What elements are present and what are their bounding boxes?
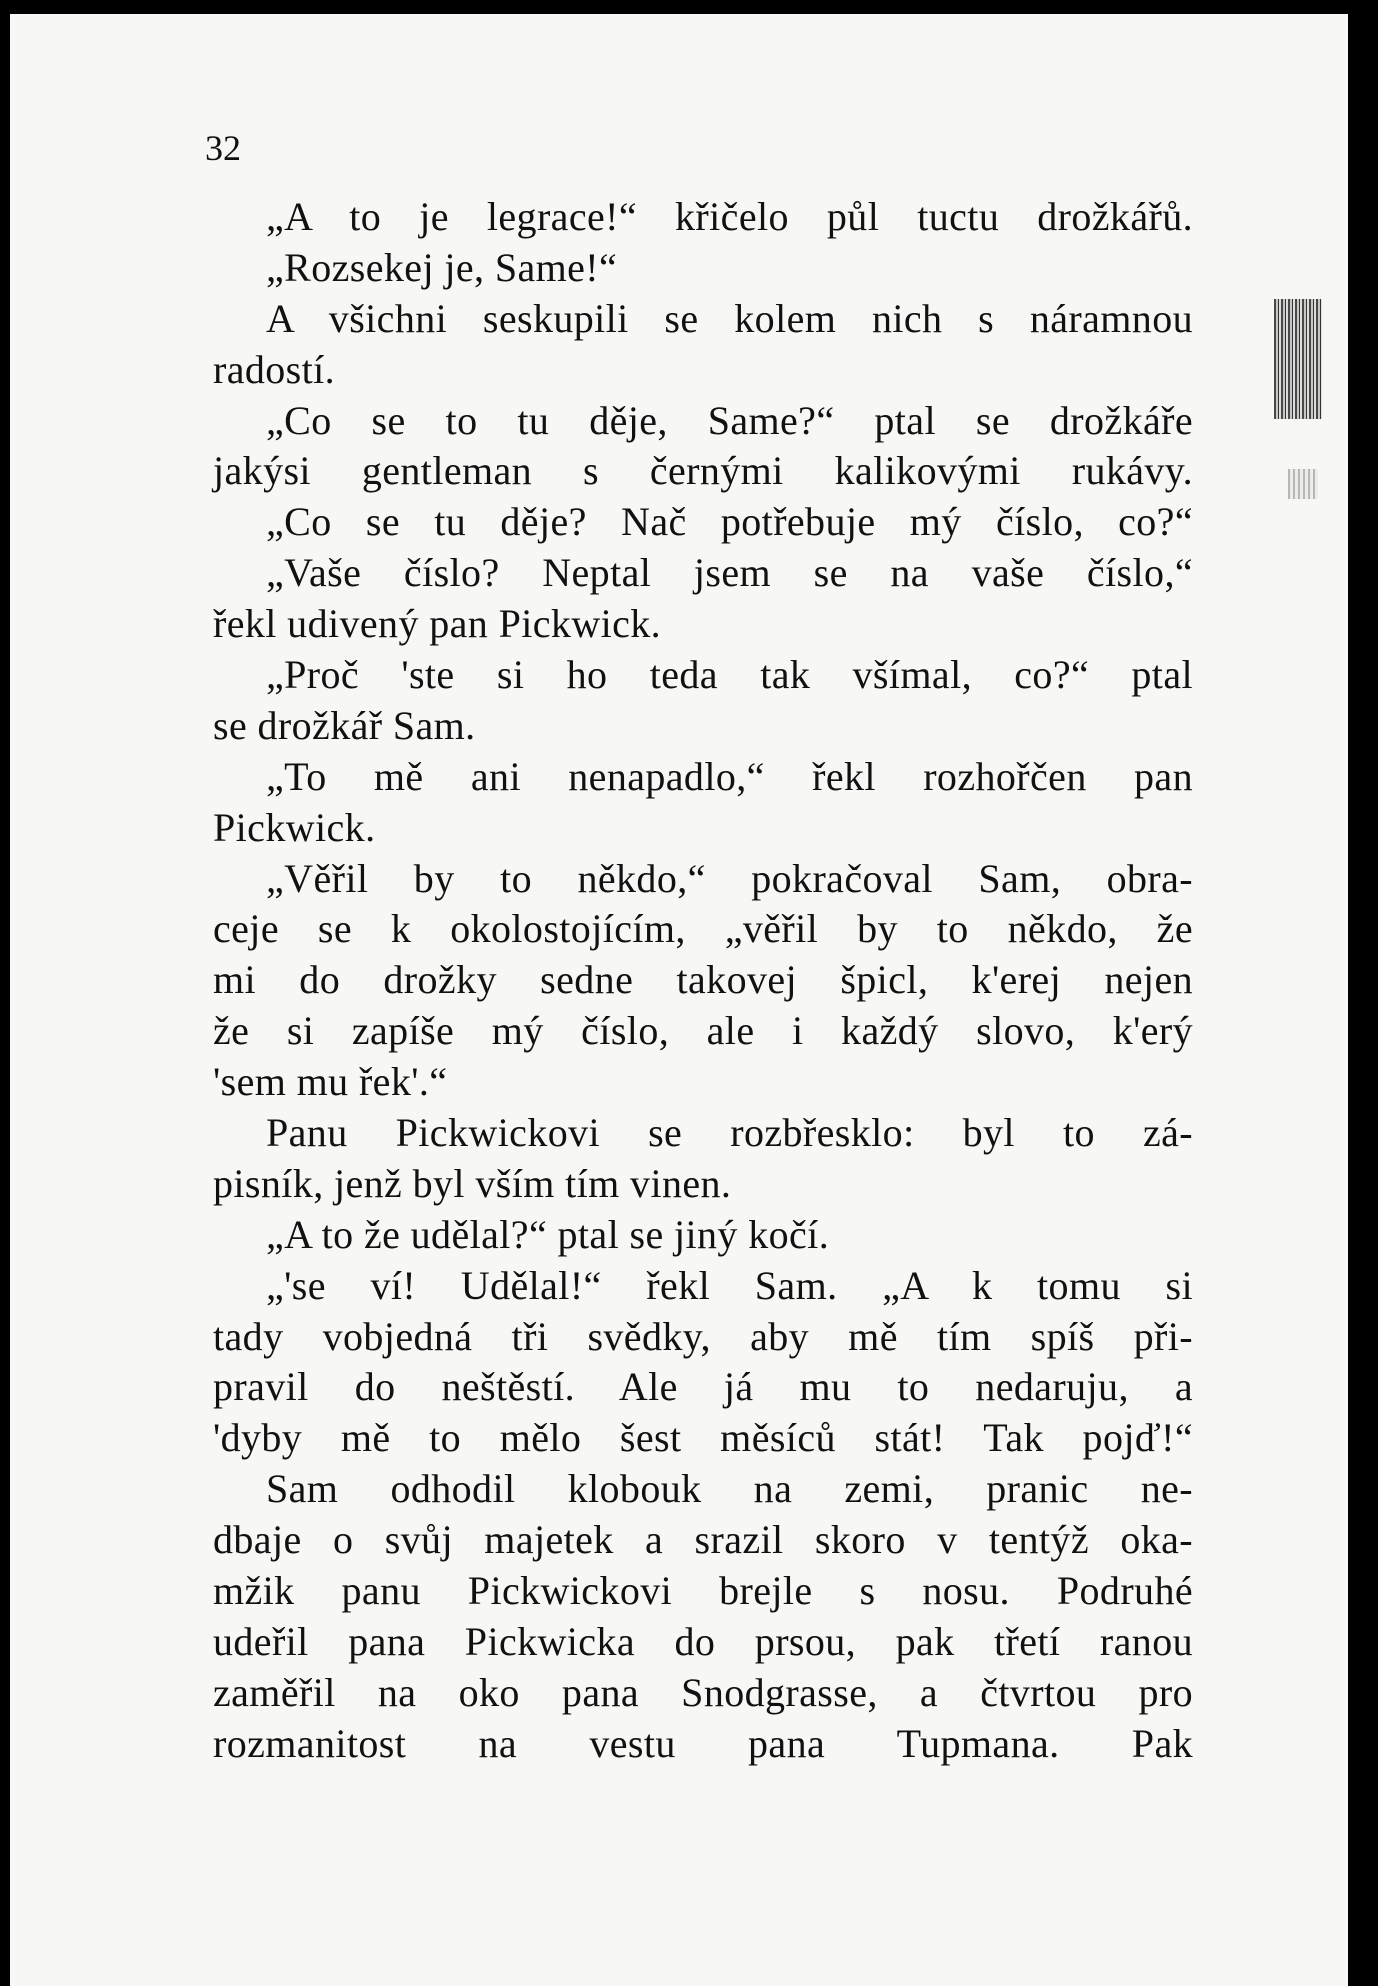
text-line: 'sem mu řek'.“ [213, 1059, 448, 1105]
scan-edge-artifact-small [1288, 469, 1318, 499]
scan-edge-artifact [1274, 299, 1322, 419]
page-text [213, 192, 1193, 1770]
text-line: pisník, jenž byl vším tím vinen. [213, 1160, 732, 1206]
text-line: dbaje o svůj majetek a srazil skoro v tentýž oka- [213, 1517, 1193, 1563]
text-line: Sam odhodil klobouk na zemi, pranic ne- [266, 1466, 1193, 1512]
text-line: rozmanitost na vestu pana Tupmana. Pak [213, 1720, 1193, 1766]
text-line: „Co se to tu děje, Same?“ ptal se drožkáře [266, 397, 1193, 443]
text-line: A všichni seskupili se kolem nich s náramnou [266, 295, 1193, 341]
text-line: „Věřil by to někdo,“ pokračoval Sam, obra- [266, 855, 1193, 901]
text-line: se drožkář Sam. [213, 702, 476, 748]
text-line: jakýsi gentleman s černými kalikovými rukávy. [213, 448, 1193, 494]
text-line: „To mě ani nenapadlo,“ řekl rozhořčen pan [266, 753, 1193, 799]
text-line: řekl udivený pan Pickwick. [213, 601, 662, 647]
text-line: „Vaše číslo? Neptal jsem se na vaše číslo,“ [266, 550, 1193, 596]
book-page [10, 14, 1348, 1986]
text-line: radostí. [213, 346, 336, 392]
text-line: „A to že udělal?“ ptal se jiný kočí. [266, 1211, 830, 1257]
text-line: pravil do neštěstí. Ale já mu to nedaruju, a [213, 1364, 1193, 1410]
text-line: udeřil pana Pickwicka do prsou, pak třetí ranou [213, 1618, 1193, 1664]
text-line: „Rozsekej je, Same!“ [266, 244, 618, 290]
text-line: mi do drožky sedne takovej špicl, k'erej nejen [213, 957, 1193, 1003]
text-line: Pickwick. [213, 804, 376, 850]
text-line: „A to je legrace!“ křičelo půl tuctu drožkářů. [266, 194, 1193, 239]
text-line: „Proč 'ste si ho teda tak všímal, co?“ ptal [266, 652, 1193, 698]
text-line: Panu Pickwickovi se rozbřesklo: byl to zá- [266, 1110, 1193, 1156]
text-line: „Co se tu děje? Nač potřebuje mý číslo, co?“ [266, 499, 1193, 545]
text-line: ceje se k okolostojícím, „věřil by to někdo, že [213, 906, 1193, 952]
text-line: „'se ví! Udělal!“ řekl Sam. „A k tomu si [266, 1262, 1193, 1308]
text-line: tady vobjedná tři svědky, aby mě tím spíš při- [213, 1313, 1193, 1359]
text-line: zaměřil na oko pana Snodgrasse, a čtvrtou pro [213, 1669, 1193, 1715]
scan-right-border [1356, 0, 1378, 1986]
text-line: mžik panu Pickwickovi brejle s nosu. Podruhé [213, 1568, 1193, 1614]
text-line: 'dyby mě to mělo šest měsíců stát! Tak pojď!“ [213, 1415, 1193, 1461]
text-line: že si zapíše mý číslo, ale i každý slovo, k'erý [213, 1008, 1193, 1054]
page-number: 32 [205, 128, 241, 168]
